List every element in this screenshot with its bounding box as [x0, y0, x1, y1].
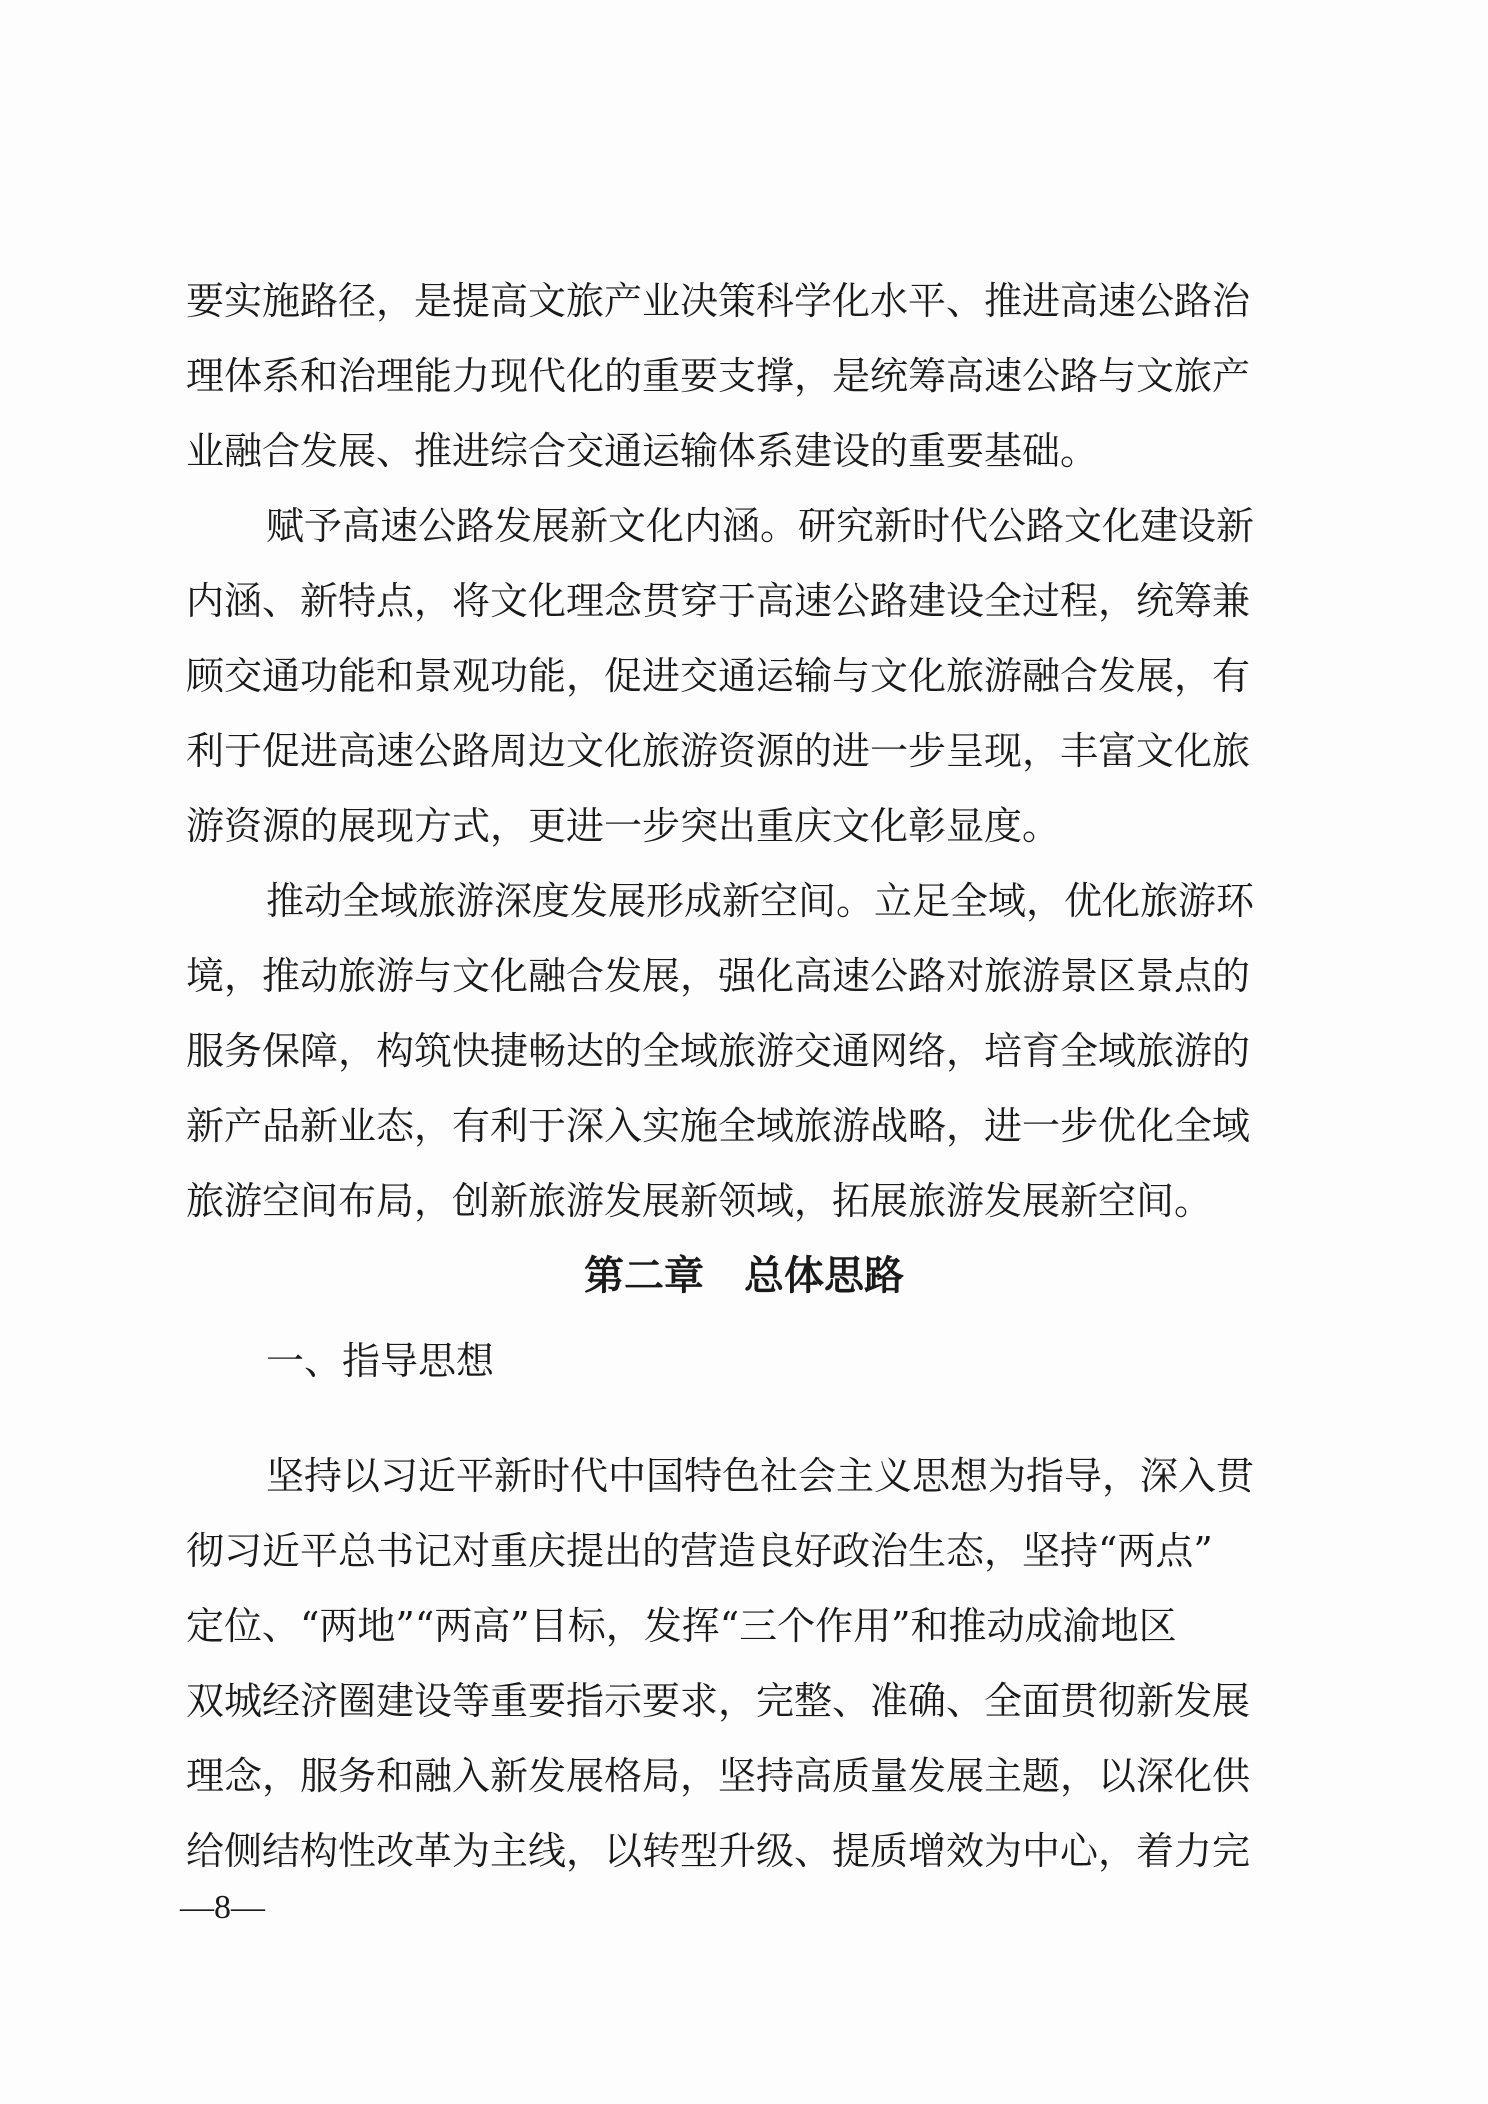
paragraph-line: 理体系和治理能力现代化的重要支撑，是统筹高速公路与文旅产 — [186, 354, 1251, 398]
page-number: —8— — [180, 1889, 265, 1926]
paragraph-line: 双城经济圈建设等重要指示要求，完整、准确、全面贯彻新发展 — [186, 1679, 1251, 1723]
paragraph-line: 旅游空间布局，创新旅游发展新领域，拓展旅游发展新空间。 — [186, 1179, 1213, 1223]
paragraph-line: 理念，服务和融入新发展格局，坚持高质量发展主题，以深化供 — [186, 1754, 1251, 1798]
paragraph-line: 赋予高速公路发展新文化内涵。研究新时代公路文化建设新 — [266, 504, 1255, 548]
chapter-title: 第二章 总体思路 — [584, 1253, 904, 1299]
paragraph-line: 坚持以习近平新时代中国特色社会主义思想为指导，深入贯 — [266, 1454, 1255, 1498]
paragraph-line: 推动全域旅游深度发展形成新空间。立足全域，优化旅游环 — [266, 879, 1255, 923]
paragraph-line: 利于促进高速公路周边文化旅游资源的进一步呈现，丰富文化旅 — [186, 729, 1251, 773]
paragraph-line: 新产品新业态，有利于深入实施全域旅游战略，进一步优化全域 — [186, 1104, 1251, 1148]
paragraph-line: 要实施路径，是提高文旅产业决策科学化水平、推进高速公路治 — [186, 279, 1251, 323]
paragraph-line: 服务保障，构筑快捷畅达的全域旅游交通网络，培育全域旅游的 — [186, 1029, 1251, 1073]
paragraph-line: 游资源的展现方式，更进一步突出重庆文化彰显度。 — [186, 804, 1061, 848]
paragraph-line: 顾交通功能和景观功能，促进交通运输与文化旅游融合发展，有 — [186, 654, 1251, 698]
paragraph-line: 给侧结构性改革为主线，以转型升级、提质增效为中心，着力完 — [186, 1829, 1251, 1873]
paragraph-line: 定位、“两地”“两高”目标，发挥“三个作用”和推动成渝地区 — [186, 1604, 1177, 1648]
paragraph-line: 彻习近平总书记对重庆提出的营造良好政治生态，坚持“两点” — [186, 1529, 1213, 1573]
paragraph-line: 业融合发展、推进综合交通运输体系建设的重要基础。 — [186, 429, 1099, 473]
section-title: 一、指导思想 — [266, 1339, 495, 1383]
paragraph-line: 内涵、新特点，将文化理念贯穿于高速公路建设全过程，统筹兼 — [186, 579, 1251, 623]
paragraph-line: 境，推动旅游与文化融合发展，强化高速公路对旅游景区景点的 — [186, 954, 1251, 998]
